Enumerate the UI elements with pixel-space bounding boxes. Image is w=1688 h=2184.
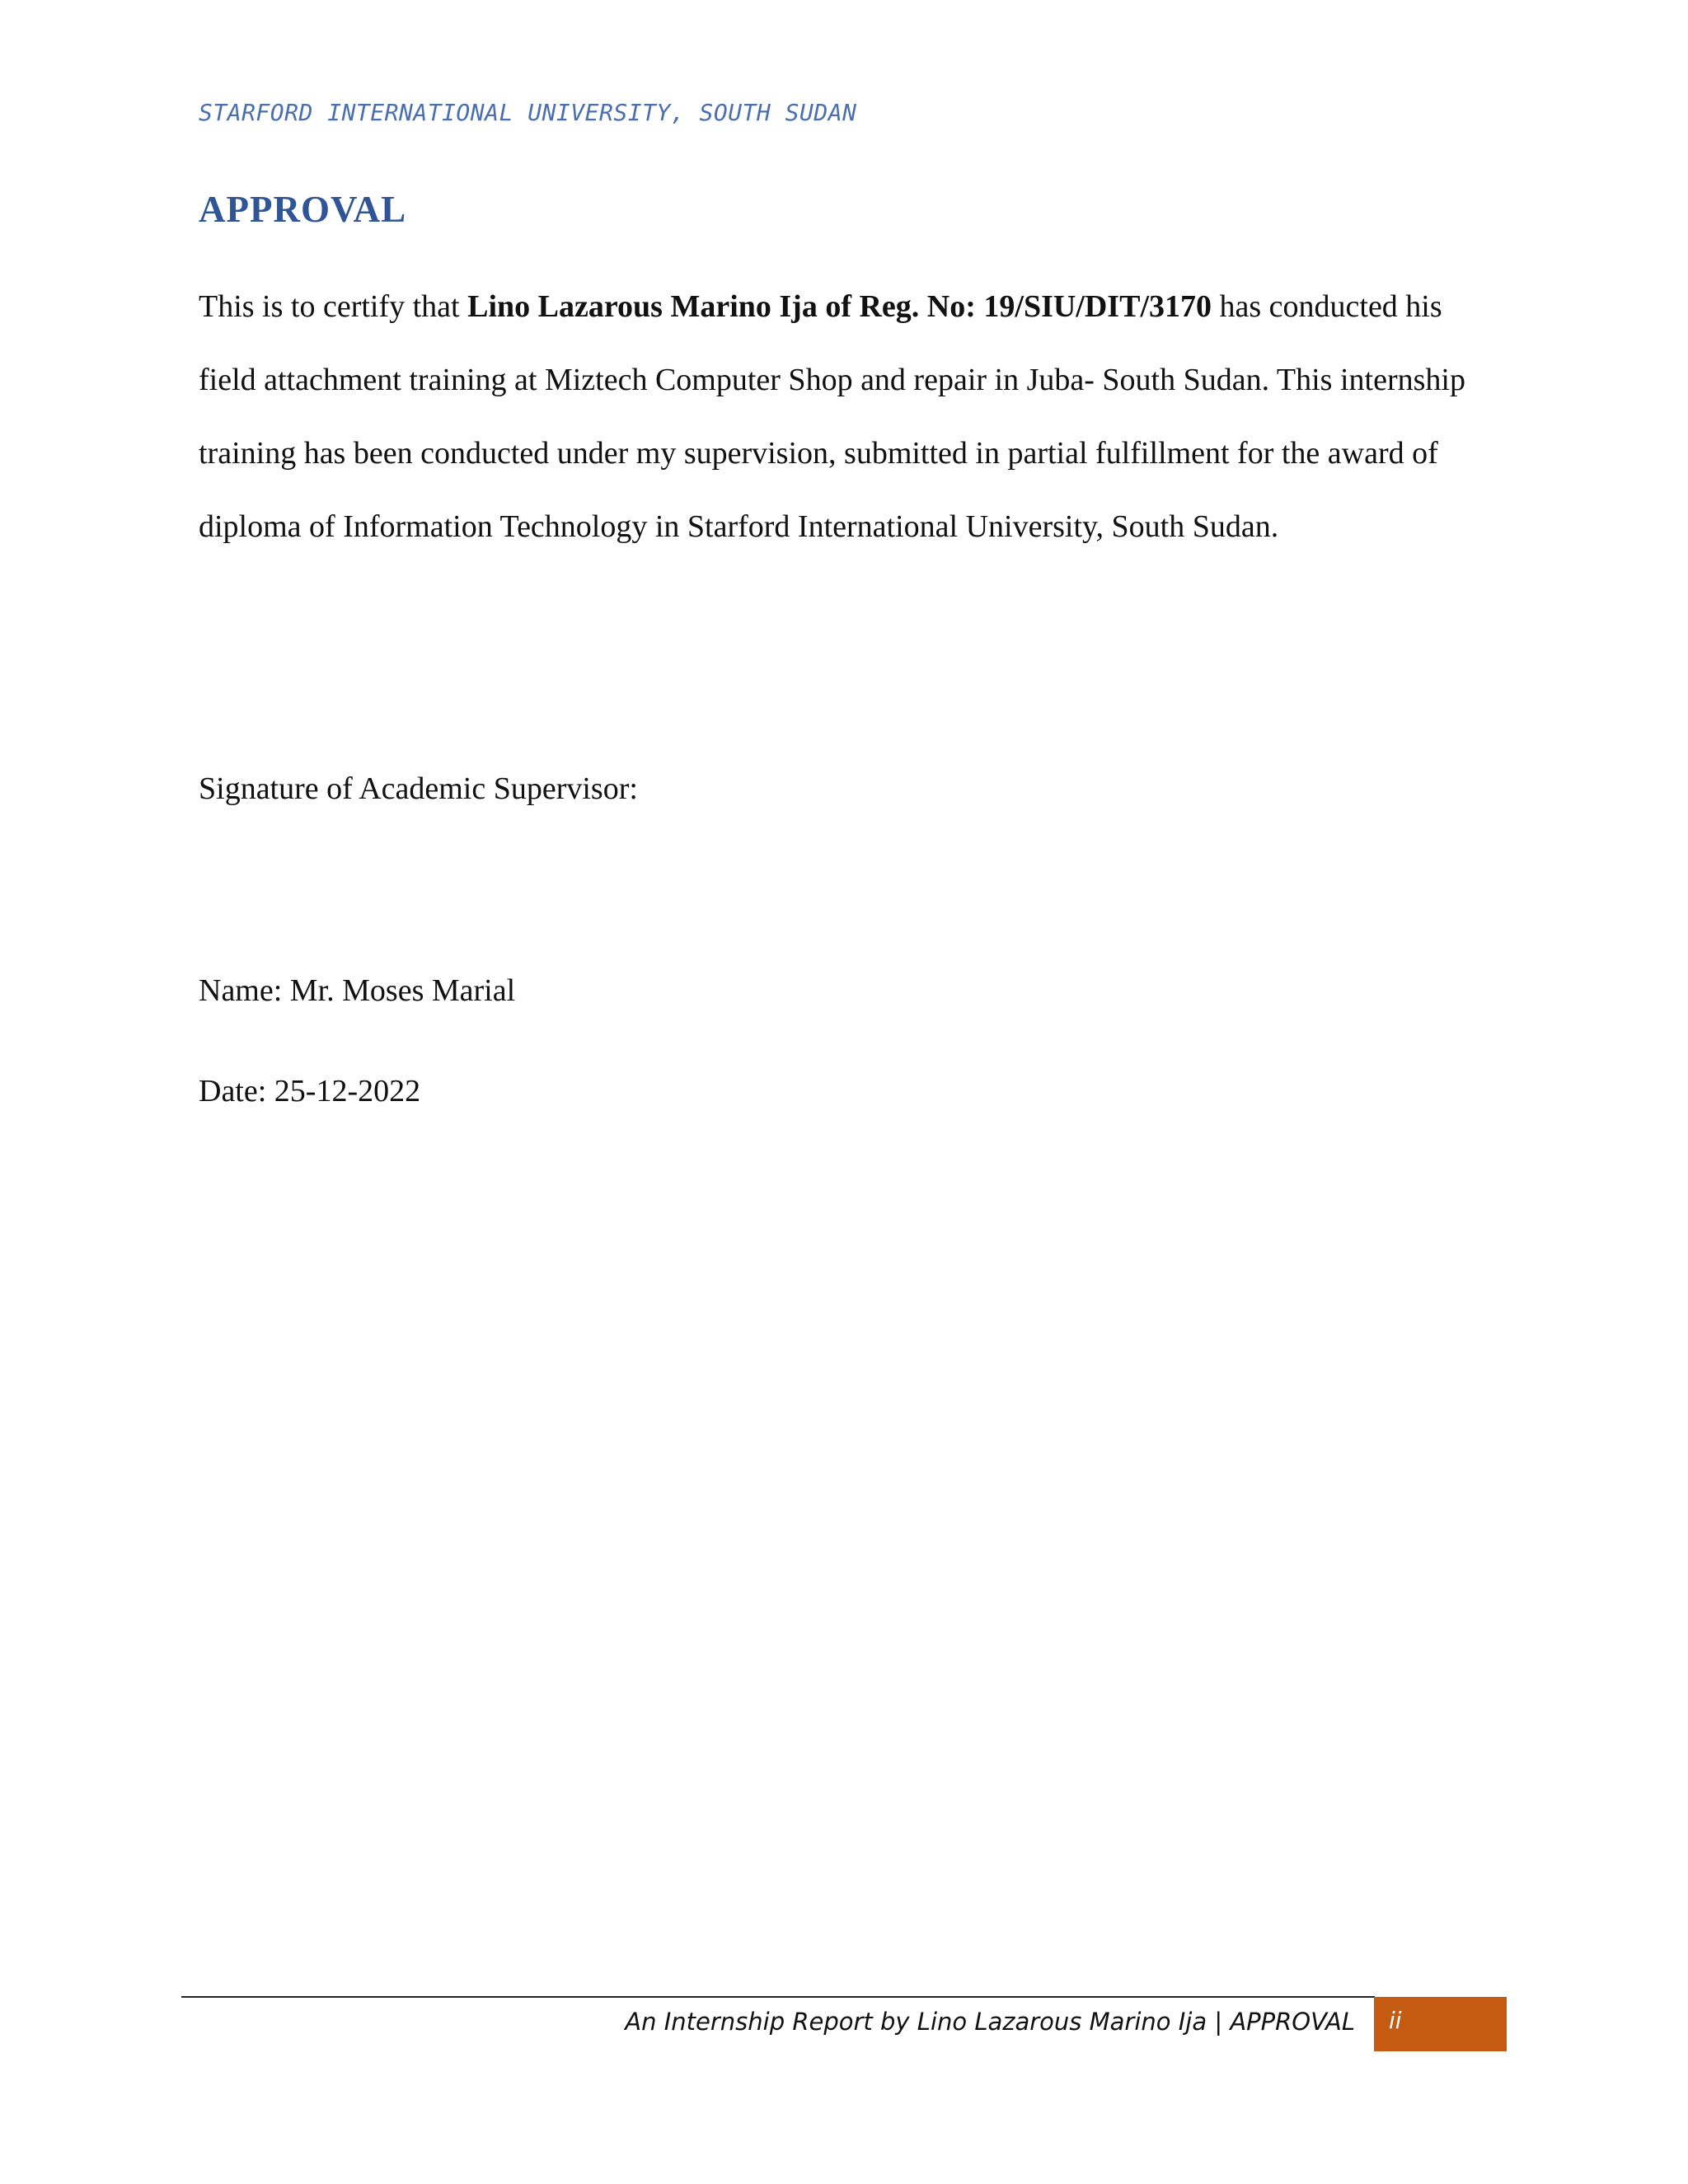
approval-paragraph <box>199 270 1501 564</box>
page-number: ii <box>1389 2007 1402 2034</box>
paragraph-intro: This is to certify that <box>199 289 468 324</box>
footer-divider <box>181 1996 1375 1998</box>
approval-date: Date: 25-12-2022 <box>199 1074 421 1108</box>
footer-text: An Internship Report by Lino Lazarous Marino Ija | APPROVAL <box>625 2008 1355 2036</box>
page-title: APPROVAL <box>199 189 407 230</box>
running-header: STARFORD INTERNATIONAL UNIVERSITY, SOUTH SUDAN <box>199 99 857 126</box>
supervisor-name: Name: Mr. Moses Marial <box>199 973 516 1008</box>
student-identity: Lino Lazarous Marino Ija of Reg. No: 19/SIU/DIT/3170 <box>467 289 1212 324</box>
paragraph-rest: has conducted his field attachment training at Miztech Computer Shop and repair in Juba- South Sudan. This internship training has been conducted under my supervision, submitted in partial fulfillment for the award of diploma of Information Technology in Starford International University, South Sudan. <box>199 289 1465 544</box>
page-number-box <box>1374 1997 1507 2051</box>
signature-label: Signature of Academic Supervisor: <box>199 771 638 806</box>
